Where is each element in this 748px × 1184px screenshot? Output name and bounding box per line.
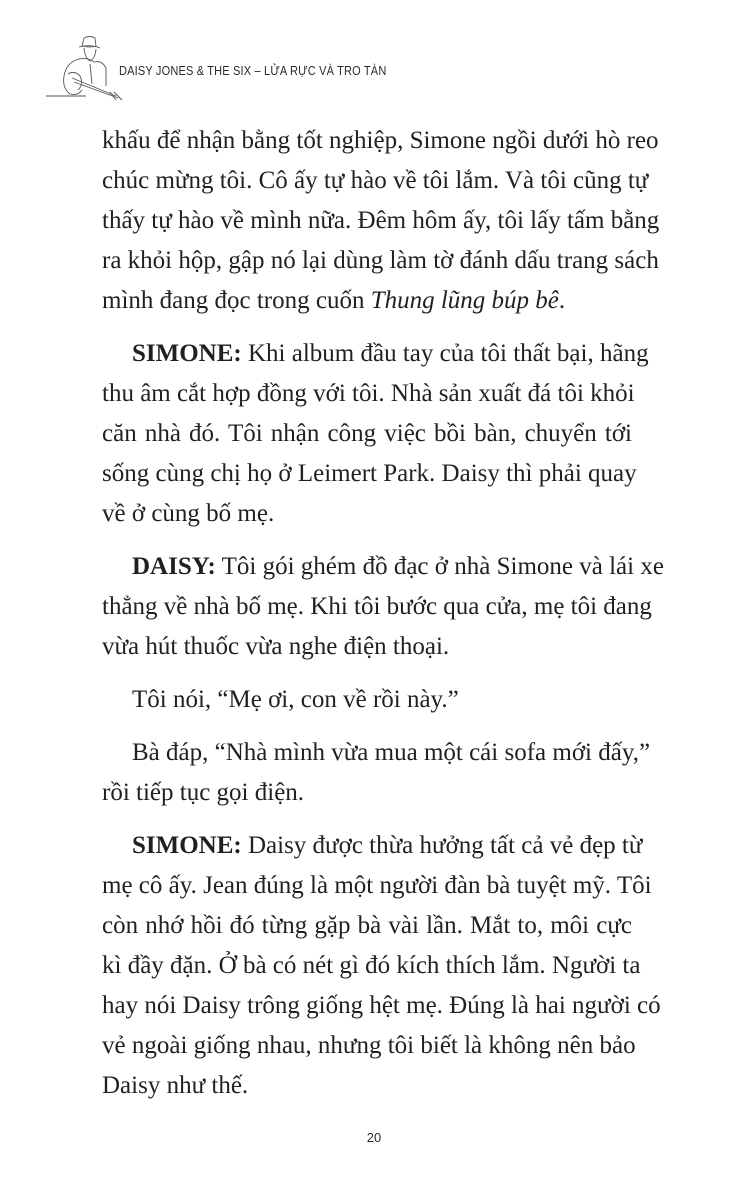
text-line: căn nhà đó. Tôi nhận công việc bồi bàn, chuyển tới — [102, 420, 632, 447]
text-line: thấy tự hào về mình nữa. Đêm hôm ấy, tôi lấy tấm bằng — [102, 207, 660, 234]
page-body — [102, 121, 664, 1119]
text-line: hay nói Daisy trông giống hệt mẹ. Đúng là hai người có — [102, 992, 661, 1019]
text-line: còn nhớ hồi đó từng gặp bà vài lần. Mắt to, môi cực — [102, 912, 632, 939]
running-header — [0, 0, 748, 110]
speaker-label: SIMONE: — [132, 832, 242, 859]
text-line: về ở cùng bố mẹ. — [102, 500, 275, 527]
text-segment: mình đang đọc trong cuốn — [102, 287, 371, 314]
book-title: Thung lũng búp bê — [370, 287, 559, 314]
speaker-label: SIMONE: — [132, 340, 242, 367]
page-number: 20 — [366, 1130, 382, 1145]
text-line — [102, 826, 643, 866]
paragraph — [102, 547, 664, 667]
text-line — [102, 334, 649, 374]
text-line: vừa hút thuốc vừa nghe điện thoại. — [102, 633, 450, 660]
text-segment: Khi album đầu tay của tôi thất bại, hãng — [241, 340, 649, 367]
text-line: vẻ ngoài giống nhau, nhưng tôi biết là không nên bảo — [102, 1032, 636, 1059]
text-segment: . — [558, 287, 566, 314]
text-line: Daisy như thế. — [102, 1072, 249, 1099]
text-line: sống cùng chị họ ở Leimert Park. Daisy thì phải quay — [102, 460, 637, 487]
text-line: khấu để nhận bằng tốt nghiệp, Simone ngồi dưới hò reo — [102, 127, 659, 154]
guitarist-icon — [46, 34, 128, 102]
text-line: rồi tiếp tục gọi điện. — [102, 779, 305, 806]
text-line: ra khỏi hộp, gập nó lại dùng làm tờ đánh dấu trang sách — [102, 247, 659, 274]
text-line: thu âm cắt hợp đồng với tôi. Nhà sản xuất đá tôi khỏi — [102, 380, 635, 407]
paragraph — [102, 826, 661, 1106]
text-segment: Daisy được thừa hưởng tất cả vẻ đẹp từ — [241, 832, 643, 859]
text-segment: Tôi gói ghém đồ đạc ở nhà Simone và lái xe — [215, 553, 664, 580]
running-title: DAISY JONES & THE SIX – LỬA RỰC VÀ TRO TÀN — [119, 64, 387, 78]
speaker-label: DAISY: — [132, 553, 216, 580]
text-line — [102, 547, 664, 587]
text-line: Bà đáp, “Nhà mình vừa mua một cái sofa mới đấy,” — [132, 739, 651, 766]
text-line: Tôi nói, “Mẹ ơi, con về rồi này.” — [132, 686, 459, 713]
text-line: chúc mừng tôi. Cô ấy tự hào về tôi lắm. Và tôi cũng tự — [102, 167, 649, 194]
text-line: kì đầy đặn. Ở bà có nét gì đó kích thích lắm. Người ta — [102, 952, 641, 979]
paragraph — [102, 733, 651, 813]
text-line — [102, 281, 632, 321]
paragraph — [102, 334, 649, 534]
paragraph — [102, 680, 632, 720]
paragraph — [102, 121, 660, 321]
text-line: thẳng về nhà bố mẹ. Khi tôi bước qua cửa, mẹ tôi đang — [102, 593, 652, 620]
text-line: mẹ cô ấy. Jean đúng là một người đàn bà tuyệt mỹ. Tôi — [102, 872, 652, 899]
